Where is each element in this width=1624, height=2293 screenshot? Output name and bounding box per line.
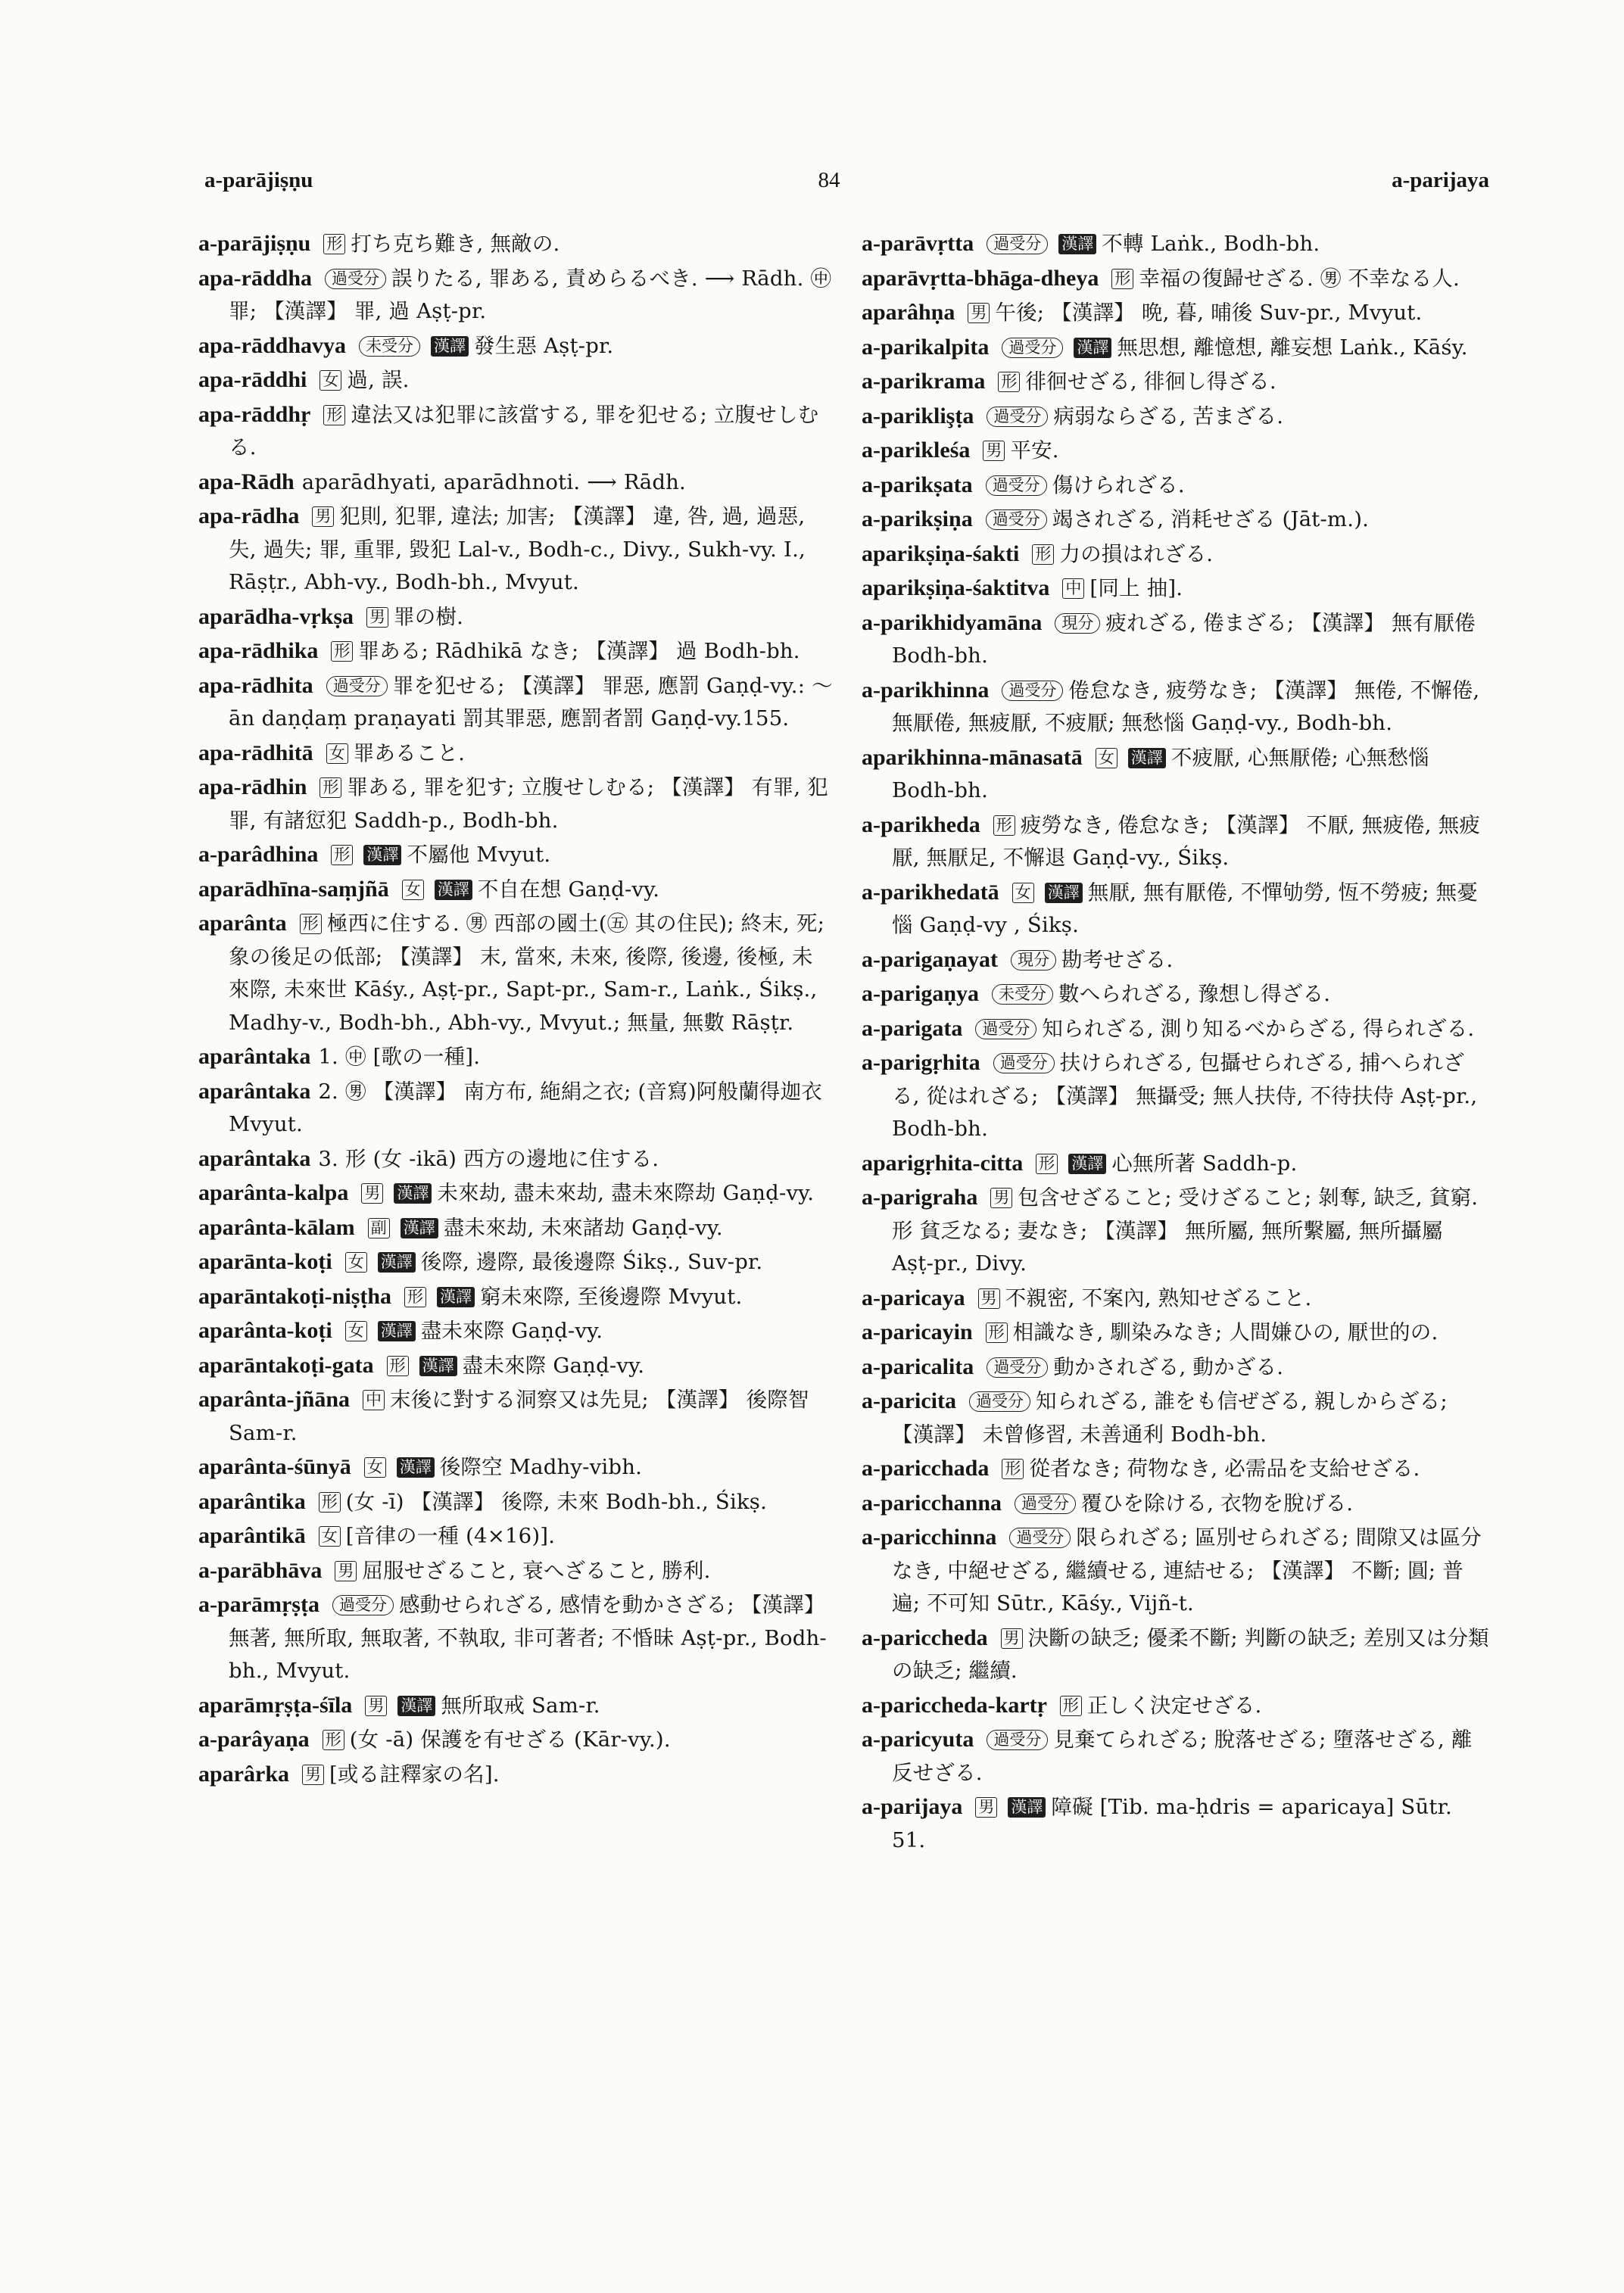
dictionary-entry: [198, 227, 833, 261]
definition-text: 罪ある; Rādhikā なき; 【漢譯】 過 Bodh-bh.: [358, 639, 800, 663]
dictionary-entry: [862, 1723, 1490, 1790]
definition-text: 不自在想 Gaṇḍ-vy.: [477, 877, 660, 902]
definition-text: 障礙 [Tib. ma-ḥdris = aparicaya] Sūtr. 51.: [892, 1795, 1452, 1852]
dictionary-entry: [862, 741, 1490, 808]
grammar-tag: 形: [319, 1492, 341, 1513]
definition-text: 1. ㊥ [歌の一種].: [318, 1045, 481, 1069]
headword: aparigṛhita-citta: [862, 1150, 1024, 1176]
definition-text: 誤りたる, 罪ある, 責めらるべき. ⟶ Rādh. ㊥ 罪; 【漢譯】 罪, 過 Aṣṭ-pr.: [229, 266, 832, 323]
definition-text: 心無所著 Saddh-p.: [1111, 1151, 1298, 1176]
dictionary-entry: [198, 1075, 833, 1142]
headword: apa-rādhin: [198, 774, 307, 799]
definition-text: 罪あること.: [353, 740, 466, 765]
headword: aparânta-koṭi: [198, 1318, 332, 1343]
headword: aparânta-kālam: [198, 1214, 355, 1240]
headword: aparânta: [198, 911, 287, 936]
dictionary-entry: [862, 503, 1490, 537]
grammar-tag: 形: [1032, 544, 1054, 565]
headword: aparikṣiṇa-śaktitva: [862, 575, 1050, 600]
headword: a-parikṣata: [862, 472, 973, 497]
page-number: 84: [818, 168, 840, 192]
headword: a-parigraha: [862, 1185, 978, 1210]
definition-text: 罪を犯せる; 【漢譯】 罪惡, 應罰 Gaṇḍ-vy.: 〜ān daṇḍaṃ praṇayati 罰其罪惡, 應罰者罰 Gaṇḍ-vy.155.: [229, 673, 833, 731]
headword: aparādhīna-saṃjñā: [198, 876, 389, 902]
grammar-tag: 女: [1096, 748, 1117, 768]
headword: a-parigaṇayat: [862, 946, 998, 972]
headword: a-parikrama: [862, 369, 986, 394]
headword: apa-rāddhi: [198, 367, 307, 392]
dictionary-entry: [198, 1245, 833, 1279]
definition-text: 無厭, 無有厭倦, 不憚劬勞, 恆不勞疲; 無憂惱 Gaṇḍ-vy , Śikṣ.: [892, 880, 1478, 937]
definition-text: 盡未來際 Gaṇḍ-vy.: [462, 1353, 645, 1378]
definition-text: 病弱ならざる, 苦まざる.: [1053, 403, 1284, 428]
dictionary-entry: [198, 1349, 833, 1383]
dictionary-entry: [862, 1689, 1490, 1723]
headword: a-paricalita: [862, 1354, 974, 1379]
headword: aparântaka: [198, 1145, 311, 1171]
grammar-tag: 現分: [1011, 950, 1056, 970]
dictionary-entry: [862, 537, 1490, 572]
dictionary-entry: [862, 434, 1490, 468]
definition-text: 犯則, 犯罪, 違法; 加害; 【漢譯】 違, 咎, 過, 過惡, 失, 過失; 罪, 重罪, 毀犯 Lal-v., Bodh-c., Divy., Sukh-vy. I., Rāṣṭr., Abh-vy., Bodh-bh., Mvyut.: [229, 504, 806, 594]
headword: aparikhinna-mānasatā: [862, 744, 1083, 770]
dictionary-entry: [198, 873, 833, 907]
definition-text: 罪ある, 罪を犯す; 立腹せしむる; 【漢譯】 有罪, 犯罪, 有諸愆犯 Saddh-p., Bodh-bh.: [229, 775, 828, 833]
grammar-tag: 男: [312, 506, 334, 527]
definition-text: 後際, 邊際, 最後邊際 Śikṣ., Suv-pr.: [420, 1250, 763, 1274]
grammar-tag: 形: [986, 1323, 1008, 1343]
definition-text: 打ち克ち難き, 無敵の.: [351, 232, 560, 256]
definition-text: 窮未來際, 至後邊際 Mvyut.: [480, 1284, 743, 1309]
dictionary-entry: [198, 1040, 833, 1074]
dictionary-entry: [862, 1487, 1490, 1521]
headword: a-paricita: [862, 1388, 956, 1413]
grammar-tag: 過受分: [325, 269, 386, 289]
headword: a-parijaya: [862, 1794, 963, 1819]
headword: a-parikleśa: [862, 438, 971, 463]
grammar-tag: 漢譯: [378, 1252, 416, 1273]
grammar-tag: 過受分: [987, 1357, 1048, 1378]
dictionary-entry: [198, 1758, 833, 1792]
grammar-tag: 女: [364, 1457, 386, 1478]
definition-text: (女 -ī) 【漢譯】 後際, 未來 Bodh-bh., Śikṣ.: [345, 1489, 768, 1514]
grammar-tag: 過受分: [993, 1053, 1055, 1073]
definition-text: 2. ㊚ 【漢譯】 南方布, 絁絹之衣; (音寫)阿般蘭得迦衣 Mvyut.: [229, 1079, 822, 1136]
grammar-tag: 漢譯: [1128, 748, 1166, 768]
headword: aparāmṛṣṭa-śīla: [198, 1692, 353, 1718]
grammar-tag: 形: [300, 914, 322, 934]
dictionary-entry: [862, 1181, 1490, 1281]
definition-text: 正しく決定せざる.: [1086, 1693, 1262, 1718]
grammar-tag: 形: [323, 1730, 344, 1750]
grammar-tag: 男: [302, 1765, 324, 1785]
dictionary-entry: [862, 1385, 1490, 1451]
definition-text: 幸福の復歸せざる. ㊚ 不幸なる人.: [1139, 266, 1460, 291]
dictionary-entry: [198, 1689, 833, 1723]
grammar-tag: 形: [331, 845, 353, 865]
grammar-tag: 男: [978, 1288, 1000, 1309]
headword: a-paricayin: [862, 1319, 973, 1344]
definition-text: 屈服せざること, 衰へざること, 勝利.: [362, 1558, 711, 1583]
headword: a-parikalpita: [862, 334, 990, 360]
dictionary-entry: [198, 500, 833, 600]
headword: aparikṣiṇa-śakti: [862, 541, 1020, 566]
dictionary-entry: [862, 227, 1490, 261]
headword: a-parigata: [862, 1015, 963, 1041]
definition-text: 覆ひを除ける, 衣物を脫げる.: [1081, 1491, 1354, 1516]
grammar-tag: 漢譯: [394, 1183, 432, 1204]
grammar-tag: 過受分: [987, 1730, 1048, 1750]
definition-text: 無所取戒 Sam-r.: [441, 1693, 600, 1718]
grammar-tag: 過受分: [969, 1391, 1030, 1412]
dictionary-entry: [198, 1176, 833, 1210]
definition-text: aparādhyati, aparādhnoti. ⟶ Rādh.: [301, 469, 686, 494]
dictionary-entry: [198, 329, 833, 363]
definition-text: 不疲厭, 心無厭倦; 心無愁惱 Bodh-bh.: [892, 745, 1429, 802]
headword: aparântaka: [198, 1044, 311, 1069]
headword: apa-rādhitā: [198, 740, 313, 765]
grammar-tag: 形: [320, 777, 341, 798]
grammar-tag: 男: [335, 1561, 357, 1581]
right-column: [862, 227, 1490, 2263]
running-head-left: a-parājiṣṇu: [204, 168, 313, 192]
headword: a-parikheda: [862, 812, 980, 837]
grammar-tag: 女: [319, 1526, 341, 1547]
grammar-tag: 漢譯: [378, 1321, 416, 1341]
headword: a-parâdhina: [198, 842, 319, 867]
dictionary-entry: [862, 943, 1490, 977]
dictionary-entry: [862, 876, 1490, 942]
grammar-tag: 漢譯: [1045, 883, 1083, 903]
dictionary-entry: [862, 808, 1490, 875]
definition-text: 扶けられざる, 包攝せられざる, 捕へられざる, 從はれざる; 【漢譯】 無攝受; 無人扶侍, 不待扶侍 Aṣṭ-pr., Bodh-bh.: [892, 1051, 1478, 1141]
definition-text: 平安.: [1010, 438, 1059, 463]
headword: aparânta-kalpa: [198, 1180, 349, 1205]
grammar-tag: 形: [331, 641, 353, 662]
definition-text: 不親密, 不案內, 熟知せざること.: [1005, 1285, 1312, 1310]
definition-text: 末後に對する洞察又は先見; 【漢譯】 後際智 Sam-r.: [229, 1388, 809, 1445]
definition-text: 倦怠なき, 疲勞なき; 【漢譯】 無倦, 不懈倦, 無厭倦, 無疲厭, 不疲厭; 無愁惱 Gaṇḍ-vy., Bodh-bh.: [892, 678, 1480, 735]
headword: aparânta-jñāna: [198, 1387, 351, 1412]
grammar-tag: 副: [368, 1218, 390, 1238]
grammar-tag: 形: [1002, 1459, 1024, 1479]
grammar-tag: 過受分: [987, 407, 1048, 427]
grammar-tag: 過受分: [1002, 681, 1063, 701]
grammar-tag: 漢譯: [1008, 1797, 1046, 1818]
definition-text: [或る註釋家の名].: [329, 1762, 500, 1787]
headword: a-parājiṣṇu: [198, 231, 311, 256]
dictionary-entry: [862, 1046, 1490, 1146]
grammar-tag: 漢譯: [397, 1696, 435, 1716]
headword: aparāntakoṭi-gata: [198, 1352, 374, 1378]
definition-text: 竭されざる, 消耗せざる (Jāt-m.).: [1052, 507, 1370, 531]
grammar-tag: 過受分: [1015, 1494, 1076, 1514]
grammar-tag: 漢譯: [435, 880, 472, 900]
grammar-tag: 男: [1001, 1628, 1023, 1649]
headword: a-parāvṛtta: [862, 231, 974, 256]
definition-text: 發生惡 Aṣṭ-pr.: [474, 333, 614, 358]
grammar-tag: 現分: [1055, 613, 1100, 634]
definition-text: 力の損はれざる.: [1059, 541, 1214, 566]
grammar-tag: 未受分: [359, 336, 420, 357]
definition-text: 疲勞なき, 倦怠なき; 【漢譯】 不厭, 無疲倦, 無疲厭, 無厭足, 不懈退 Gaṇḍ-vy., Śikṣ.: [892, 812, 1480, 870]
headword: a-parābhāva: [198, 1557, 323, 1583]
dictionary-entry: [198, 1554, 833, 1588]
dictionary-entry: [198, 1485, 833, 1519]
definition-text: 午後; 【漢譯】 晩, 暮, 晡後 Suv-pr., Mvyut.: [995, 301, 1423, 325]
definition-text: 傷けられざる.: [1052, 472, 1185, 497]
headword: a-paricchada: [862, 1456, 990, 1481]
grammar-tag: 女: [345, 1252, 367, 1273]
definition-text: 盡未來際 Gaṇḍ-vy.: [420, 1319, 603, 1343]
dictionary-entry: [862, 1790, 1490, 1857]
headword: a-parigaṇya: [862, 981, 980, 1006]
dictionary-entry: [862, 977, 1490, 1011]
grammar-tag: 形: [404, 1287, 426, 1307]
grammar-tag: 女: [326, 743, 348, 764]
dictionary-entry: [198, 363, 833, 397]
definition-text: 過, 誤.: [347, 368, 410, 392]
grammar-tag: 過受分: [986, 475, 1047, 496]
dictionary-entry: [198, 771, 833, 837]
grammar-tag: 男: [975, 1797, 997, 1818]
dictionary-entry: [862, 400, 1490, 434]
headword: apa-rāddha: [198, 265, 313, 291]
dictionary-entry: [198, 634, 833, 668]
definition-text: 知られざる, 誰をも信ぜざる, 親しからざる; 【漢譯】 未曾修習, 未善通利 Bodh-bh.: [892, 1389, 1448, 1447]
grammar-tag: 男: [983, 441, 1005, 461]
dictionary-entry: [862, 469, 1490, 503]
dictionary-entry: [862, 1147, 1490, 1181]
definition-text: 決斷の缺乏; 優柔不斷; 判斷の缺乏; 差別又は分類の缺乏; 繼續.: [892, 1625, 1489, 1683]
dictionary-entry: [862, 1452, 1490, 1486]
grammar-tag: 男: [366, 607, 388, 628]
headword: a-paricaya: [862, 1285, 965, 1310]
headword: a-parikhidyamāna: [862, 609, 1043, 635]
headword: a-pariccheda-kartṛ: [862, 1692, 1047, 1718]
dictionary-entry: [198, 669, 833, 736]
dictionary-entry: [198, 600, 833, 634]
dictionary-entry: [198, 1314, 833, 1348]
dictionary-entry: [198, 262, 833, 329]
definition-text: 盡未來劫, 未來諸劫 Gaṇḍ-vy.: [443, 1215, 723, 1240]
headword: aparādha-vṛkṣa: [198, 603, 354, 629]
headword: a-parigṛhita: [862, 1050, 980, 1075]
grammar-tag: 女: [402, 880, 424, 900]
definition-text: [同上 抽].: [1089, 576, 1183, 600]
definition-text: [音律の一種 (4×16)].: [345, 1524, 556, 1548]
dictionary-entry: [862, 674, 1490, 740]
dictionary-entry: [198, 907, 833, 1039]
grammar-tag: 形: [1036, 1154, 1058, 1174]
definition-text: 未來劫, 盡未來劫, 盡未來際劫 Gaṇḍ-vy.: [437, 1181, 815, 1205]
headword: apa-rādha: [198, 503, 300, 528]
definition-text: 罪の樹.: [394, 604, 464, 629]
dictionary-entry: [862, 1282, 1490, 1316]
dictionary-entry: [198, 838, 833, 872]
definition-text: 3. 形 (女 -ikā) 西方の邊地に住する.: [318, 1146, 659, 1171]
definition-text: 不轉 Laṅk., Bodh-bh.: [1102, 232, 1320, 256]
grammar-tag: 女: [345, 1321, 367, 1341]
definition-text: 感動せられざる, 感情を動かさざる; 【漢譯】 無著, 無所取, 無取著, 不執取, 非可著者; 不惛昧 Aṣṭ-pr., Bodh-bh., Mvyut.: [229, 1593, 827, 1683]
grammar-tag: 形: [323, 234, 345, 254]
grammar-tag: 漢譯: [1068, 1154, 1106, 1174]
definition-text: 知られざる, 測り知るべからざる, 得られざる.: [1042, 1016, 1475, 1041]
definition-text: 動かされざる, 動かざる.: [1053, 1354, 1284, 1379]
dictionary-entry: [198, 466, 833, 500]
dictionary-entry: [862, 262, 1490, 296]
definition-text: 相識なき, 馴染みなき; 人間嫌ひの, 厭世的の.: [1012, 1320, 1439, 1344]
definition-text: 包含せざること; 受けざること; 剝奪, 缺乏, 貧窮. 形 貧乏なる; 妻なき; 【漢譯】 無所屬, 無所繫屬, 無所攝屬 Aṣṭ-pr., Divy.: [892, 1185, 1479, 1276]
grammar-tag: 漢譯: [397, 1457, 435, 1478]
headword: a-paricchanna: [862, 1490, 1002, 1516]
definition-text: 後際空 Madhy-vibh.: [439, 1455, 643, 1479]
grammar-tag: 過受分: [326, 676, 388, 696]
dictionary-entry: [862, 296, 1490, 330]
headword: apa-Rādh: [198, 469, 295, 494]
headword: a-pariccheda: [862, 1625, 988, 1650]
headword: a-parikhinna: [862, 677, 990, 703]
dictionary-entry: [862, 606, 1490, 673]
definition-text: 數へられざる, 豫想し得ざる.: [1058, 982, 1331, 1006]
dictionary-entry: [198, 1450, 833, 1485]
grammar-tag: 男: [365, 1696, 387, 1716]
grammar-tag: 未受分: [992, 984, 1053, 1005]
headword: aparāvṛtta-bhāga-dheya: [862, 265, 1099, 291]
grammar-tag: 中: [363, 1390, 385, 1410]
headword: a-parâyaṇa: [198, 1727, 310, 1752]
grammar-tag: 過受分: [332, 1595, 394, 1615]
headword: aparāntakoṭi-niṣṭha: [198, 1283, 392, 1309]
definition-text: 違法又は犯罪に該當する, 罪を犯せる; 立腹せしむる.: [229, 402, 819, 460]
dictionary-entry: [198, 1142, 833, 1176]
grammar-tag: 形: [323, 405, 345, 425]
grammar-tag: 過受分: [986, 509, 1047, 530]
definition-text: 勘考せざる.: [1061, 947, 1174, 972]
headword: aparānta-koṭi: [198, 1249, 332, 1274]
grammar-tag: 男: [990, 1188, 1012, 1208]
headword: a-parikhedatā: [862, 879, 999, 905]
grammar-tag: 漢譯: [1058, 234, 1096, 254]
grammar-tag: 過受分: [1009, 1528, 1071, 1548]
dictionary-entry: [862, 1012, 1490, 1046]
definition-text: 見棄てられざる; 脫落せざる; 墮落せざる, 離反せざる.: [892, 1728, 1473, 1785]
headword: aparântikā: [198, 1523, 306, 1548]
grammar-tag: 過受分: [987, 234, 1048, 254]
grammar-tag: 男: [361, 1183, 383, 1204]
dictionary-entry: [862, 365, 1490, 399]
dictionary-entry: [862, 331, 1490, 365]
headword: apa-rādhika: [198, 638, 319, 663]
definition-text: 疲れざる, 倦まざる; 【漢譯】 無有厭倦 Bodh-bh.: [892, 610, 1476, 668]
grammar-tag: 形: [1111, 269, 1133, 289]
dictionary-entry: [862, 1316, 1490, 1350]
dictionary-entry: [862, 1351, 1490, 1385]
grammar-tag: 過受分: [975, 1019, 1036, 1039]
headword: a-parāmṛṣṭa: [198, 1592, 320, 1617]
definition-text: 不屬他 Mvyut.: [407, 843, 551, 867]
headword: apa-rādhita: [198, 672, 313, 698]
definition-text: 極西に住する. ㊚ 西部の國土(㊄ 其の住民); 終末, 死; 象の後足の低部; 【漢譯】 末, 當來, 未來, 後際, 後邊, 後極, 未來際, 未來世 Kāśy., Aṣṭ-pr., Sapt-pr., Sam-r., Laṅk., Śikṣ., Madhy-v., Bodh-bh., Abh-vy., Mvyut.; 無量, 無數 Rāṣṭr.: [229, 911, 825, 1035]
grammar-tag: 漢譯: [419, 1356, 457, 1376]
grammar-tag: 中: [1062, 578, 1084, 599]
grammar-tag: 漢譯: [1074, 338, 1111, 358]
dictionary-entry: [862, 1622, 1490, 1688]
headword: aparântika: [198, 1488, 306, 1514]
headword: aparâhṇa: [862, 300, 955, 325]
headword: apa-rāddhavya: [198, 332, 347, 358]
dictionary-entry: [198, 1588, 833, 1688]
headword: a-paricchinna: [862, 1525, 997, 1550]
left-column: [198, 227, 833, 2263]
dictionary-entry: [198, 1211, 833, 1245]
grammar-tag: 漢譯: [363, 845, 401, 865]
headword: aparântaka: [198, 1078, 311, 1104]
grammar-tag: 漢譯: [401, 1218, 438, 1238]
headword: a-parikṣiṇa: [862, 506, 973, 531]
dictionary-entry: [862, 1521, 1490, 1621]
dictionary-entry: [198, 737, 833, 771]
dictionary-entry: [198, 1383, 833, 1450]
grammar-tag: 女: [1012, 883, 1034, 903]
grammar-tag: 男: [968, 303, 990, 323]
headword: a-pariklişṭa: [862, 403, 974, 428]
definition-text: 無思想, 離憶想, 離妄想 Laṅk., Kāśy.: [1117, 335, 1468, 360]
grammar-tag: 形: [387, 1356, 409, 1376]
grammar-tag: 女: [320, 370, 341, 391]
definition-text: (女 -ā) 保護を有せざる (Kār-vy.).: [349, 1728, 671, 1752]
headword: aparânta-śūnyā: [198, 1454, 351, 1479]
definition-text: 徘徊せざる, 徘徊し得ざる.: [1025, 369, 1276, 394]
dictionary-entry: [198, 1723, 833, 1757]
grammar-tag: 過受分: [1002, 338, 1063, 358]
dictionary-entry: [862, 572, 1490, 606]
grammar-tag: 漢譯: [437, 1287, 475, 1307]
headword: apa-rāddhṛ: [198, 401, 311, 427]
definition-text: 限られざる; 區別せられざる; 間隙又は區分なき, 中絕せざる, 繼續せる, 連結せる; 【漢譯】 不斷; 圓; 普遍; 不可知 Sūtr., Kāśy., Vijñ-t.: [892, 1525, 1482, 1615]
headword: a-paricyuta: [862, 1727, 974, 1752]
grammar-tag: 漢譯: [431, 336, 469, 357]
headword: aparârka: [198, 1761, 289, 1787]
dictionary-entry: [198, 1280, 833, 1314]
grammar-tag: 形: [998, 372, 1020, 392]
definition-text: 從者なき; 荷物なき, 必需品を支給せざる.: [1029, 1456, 1420, 1481]
dictionary-entry: [198, 398, 833, 465]
grammar-tag: 形: [993, 815, 1015, 836]
running-head-right: a-parijaya: [1392, 168, 1489, 192]
grammar-tag: 形: [1060, 1696, 1082, 1716]
dictionary-entry: [198, 1519, 833, 1553]
